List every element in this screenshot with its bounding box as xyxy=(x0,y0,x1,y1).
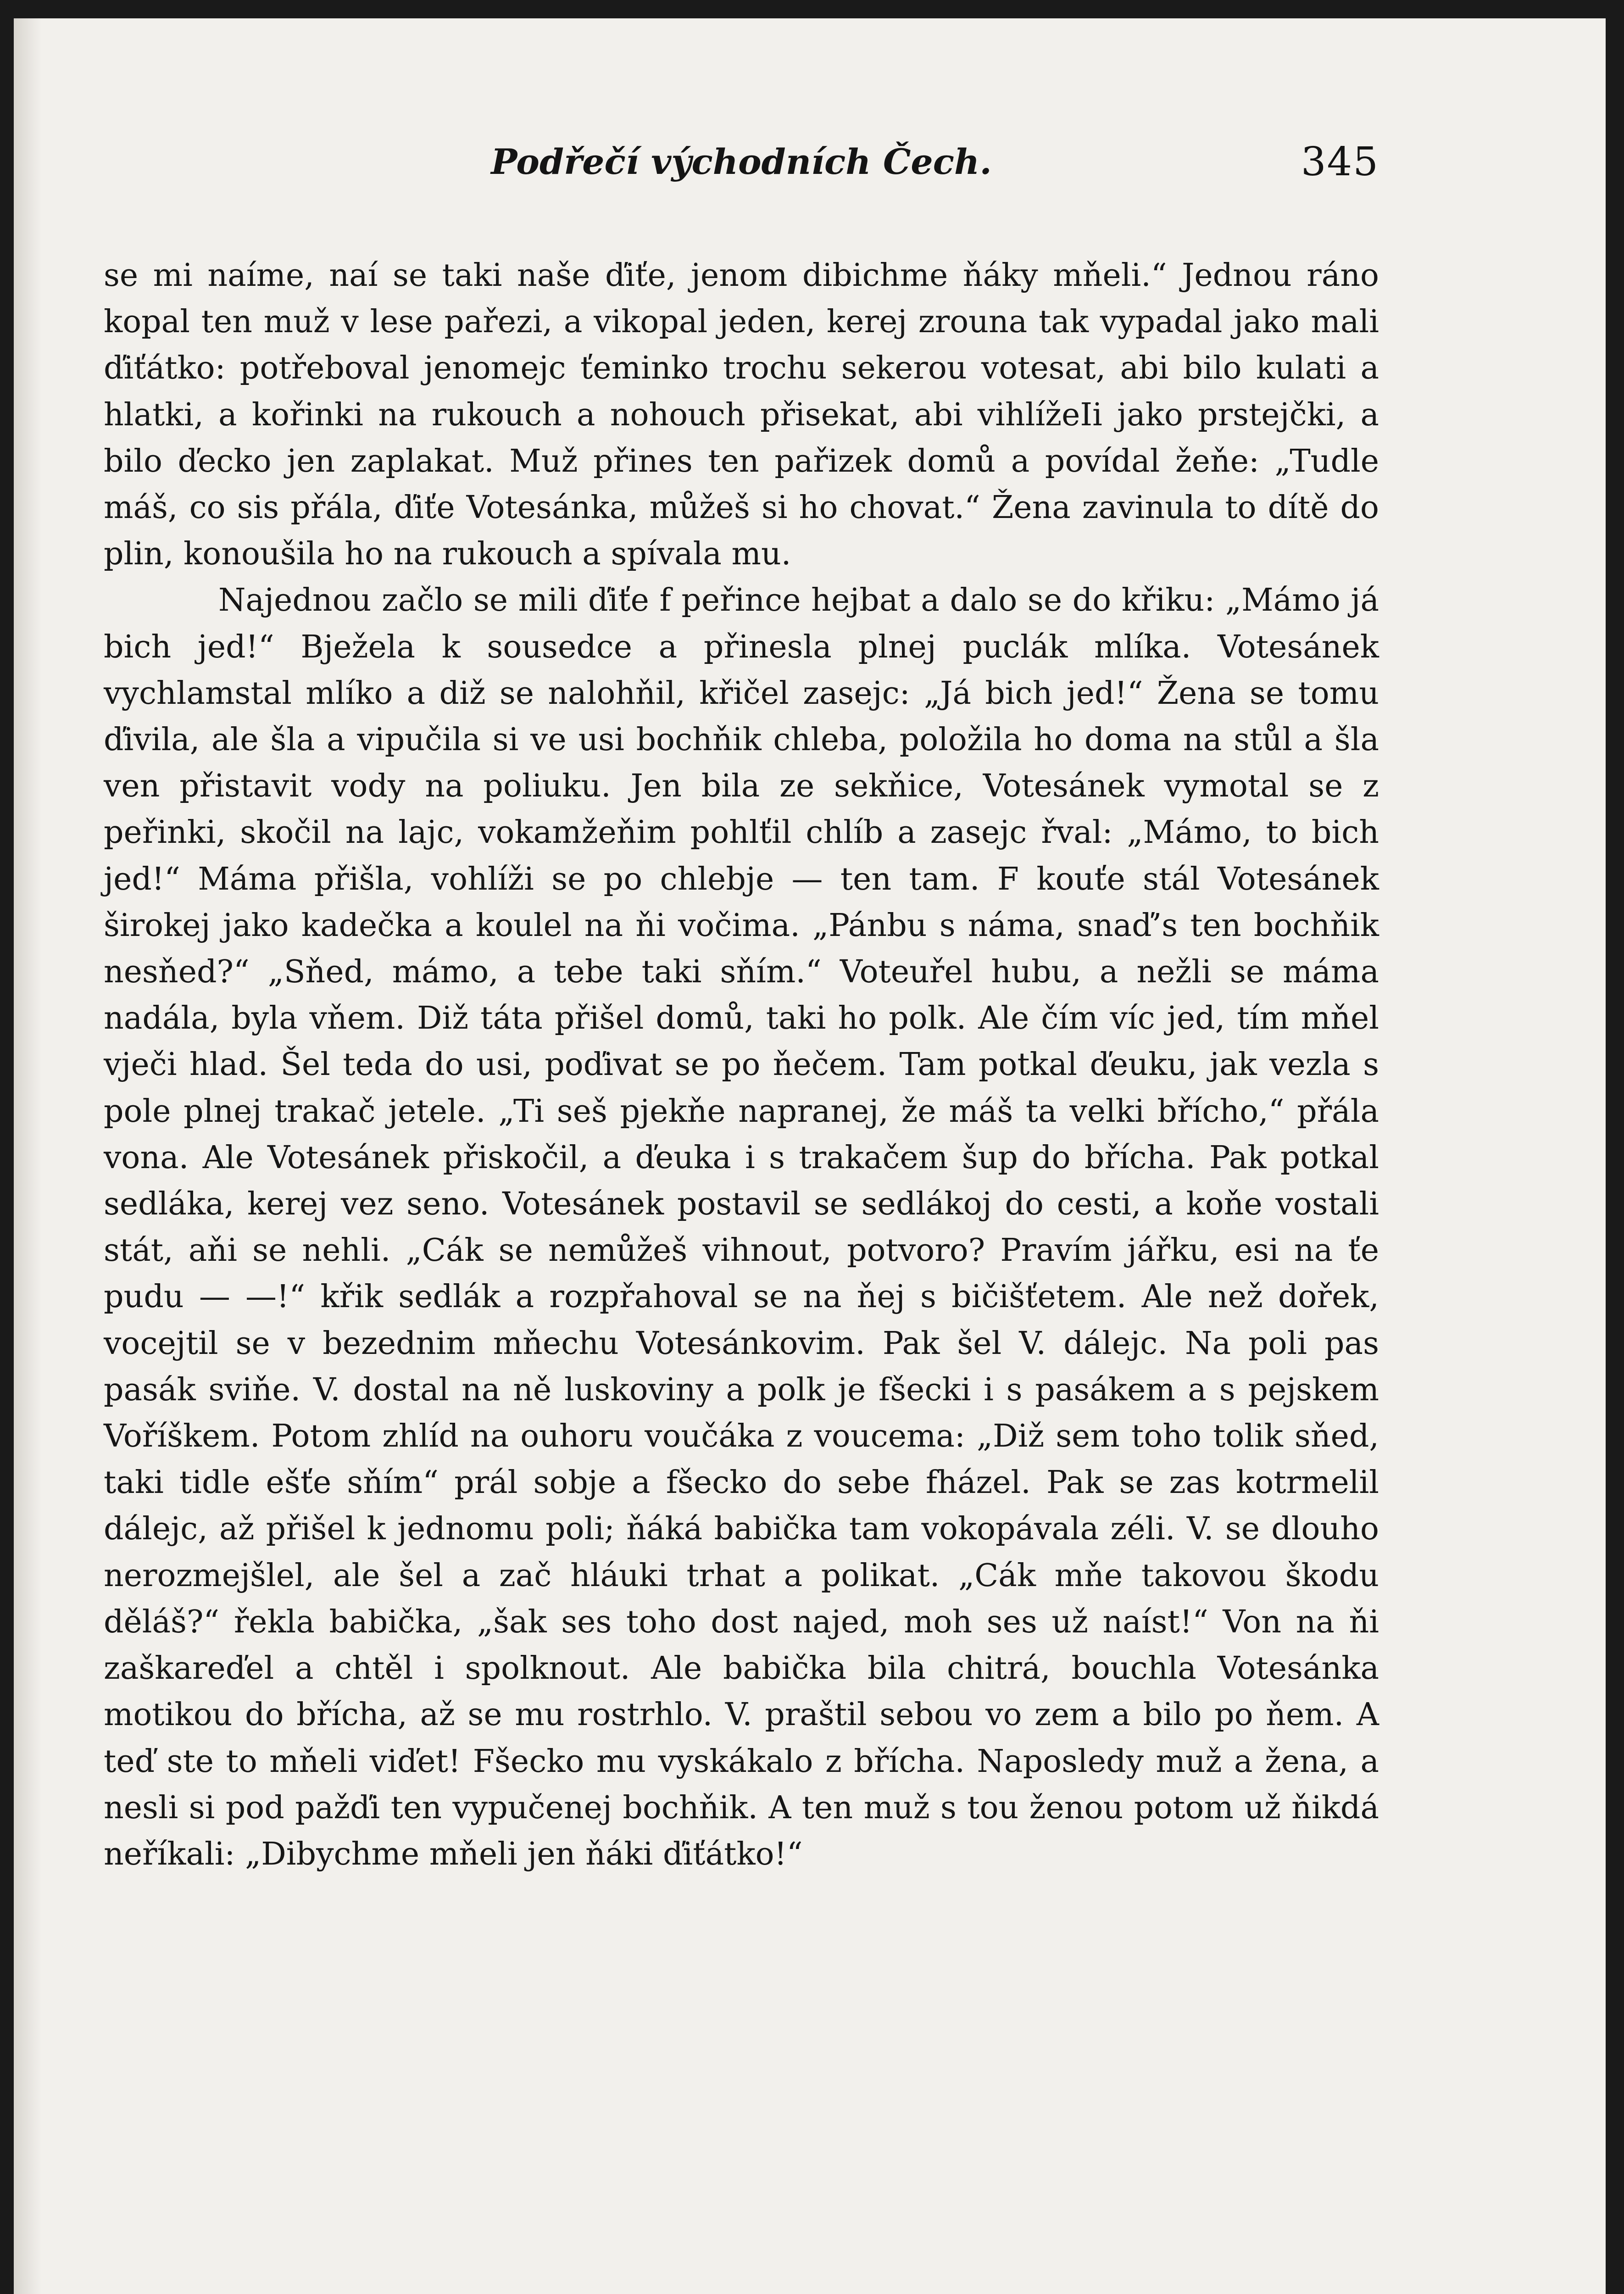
page-header xyxy=(104,137,1379,187)
body-text xyxy=(104,252,1379,1877)
paragraph-votesanek: Najednou začlo se mili ďiťe f peřince hejbat a dalo se do křiku: „Mámo já bich jed!“ Bježela k sousedce a přinesla plnej puclák mlíka. Votesánek vychlamstal mlíko a diž se nalohňil, křičel zasejc: „Já bich jed!“ Žena se tomu ďivila, ale šla a vipučila si ve usi bochňik chleba, položila ho doma na stůl a šla ven přistavit vody na poliuku. Jen bila ze sekňice, Votesánek vymotal se z peřinki, skočil na lajc, vokamžeňim pohlťil chlíb a zasejc řval: „Mámo, to bich jed!“ Máma přišla, vohlíži se po chlebje — ten tam. F kouťe stál Votesánek širokej jako kadečka a koulel na ňi vočima. „Pánbu s náma, snaď’s ten bochňik nesňed?“ „Sňed, mámo, a tebe taki sňím.“ Voteuřel hubu, a nežli se máma nadála, byla vňem. Diž táta přišel domů, taki ho polk. Ale čím víc jed, tím mňel vječi hlad. Šel teda do usi, poďivat se po ňečem. Tam potkal ďeuku, jak vezla s pole plnej trakač jetele. „Ti seš pjekňe napranej, že máš ta velki břícho,“ přála vona. Ale Votesánek přiskočil, a ďeuka i s trakačem šup do břícha. Pak potkal sedláka, kerej vez seno. Votesánek postavil se sedlákoj do cesti, a koňe vostali stát, aňi se nehli. „Cák se nemůžeš vihnout, potvoro? Pravím jářku, esi na ťe pudu — —!“ křik sedlák a rozpřahoval se na ňej s bičišťetem. Ale než dořek, vocejtil se v bezednim mňechu Votesánkovim. Pak šel V. dálejc. Na poli pas pasák sviňe. V. dostal na ně luskoviny a polk je fšecki i s pasákem a s pejskem Voříškem. Potom zhlíd na ouhoru voučáka z voucema: „Diž sem toho tolik sňed, taki tidle ešťe sňím“ prál sobje a fšecko do sebe fházel. Pak se zas kotrmelil dálejc, až přišel k jednomu poli; ňáká babička tam vokopávala zéli. V. se dlouho nerozmejšlel, ale šel a zač hláuki trhat a polikat. „Cák mňe takovou škodu děláš?“ řekla babička, „šak ses toho dost najed, moh ses už naíst!“ Von na ňi zaškareďel a chtěl i spolknout. Ale babička bila chitrá, bouchla Votesánka motikou do břícha, až se mu rostrhlo. V. praštil sebou vo zem a bilo po ňem. A teď ste to mňeli viďet! Fšecko mu vyskákalo z břícha. Naposledy muž a žena, a nesli si pod pažďi ten vypučenej bochňik. A ten muž s tou ženou potom už ňikdá neříkali: „Dibychme mňeli jen ňáki ďiťátko!“ xyxy=(104,582,1379,1872)
paragraph-continued: se mi naíme, naí se taki naše ďiťe, jenom dibichme ňáky mňeli.“ Jednou ráno kopal ten muž v lese pařezi, a vikopal jeden, kerej zrouna tak vypadal jako mali ďiťátko: potřeboval jenomejc ťeminko trochu sekerou votesat, abi bilo kulati a hlatki, a kořinki na rukouch a nohouch přisekat, abi vihlížeIi jako prstejčki, a bilo ďecko jen zaplakat. Muž přines ten pařizek domů a povídal žeňe: „Tudle máš, co sis přála, ďiťe Votesánka, můžeš si ho chovat.“ Žena zavinula to dítě do plin, konoušila ho na rukouch a spívala mu. xyxy=(104,257,1379,573)
running-title: Podřečí východních Čech. xyxy=(491,141,992,182)
book-page xyxy=(14,18,1606,2294)
page-number: 345 xyxy=(1301,139,1379,185)
